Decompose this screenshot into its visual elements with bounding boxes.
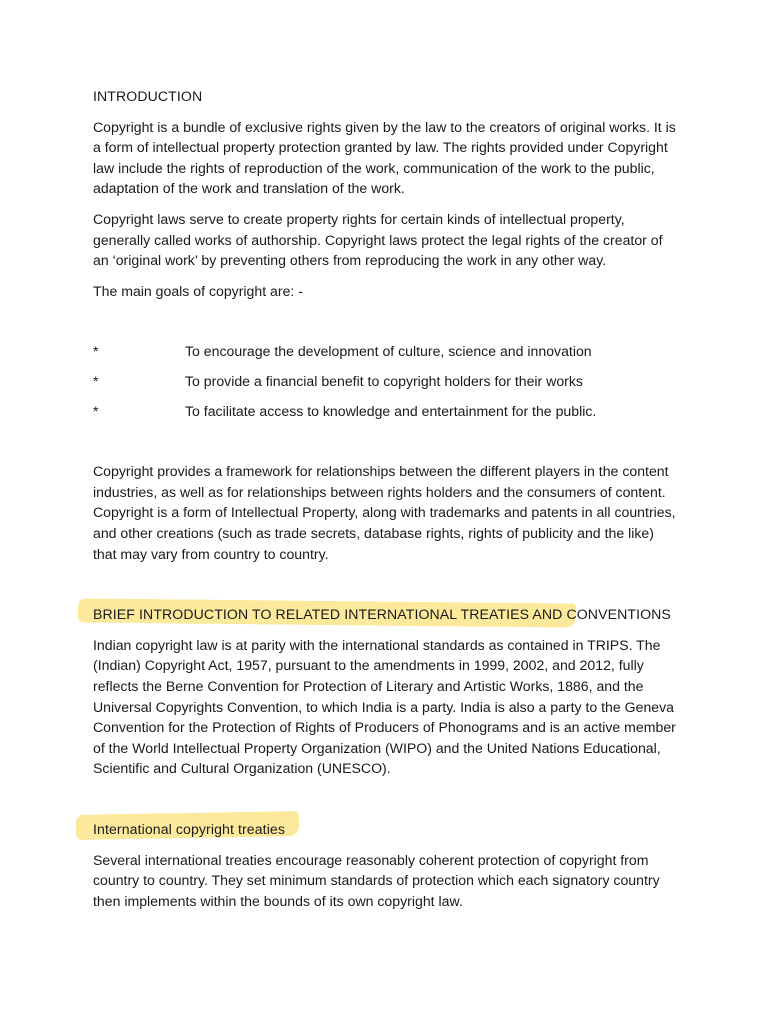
treaties-heading: BRIEF INTRODUCTION TO RELATED INTERNATIONAL TREATIES AND CONVENTIONS — [93, 606, 671, 623]
highlighted-heading — [93, 604, 671, 625]
intl-section — [93, 819, 681, 911]
goals-list — [93, 341, 681, 422]
goal-text: To encourage the development of culture, science and innovation — [185, 343, 592, 360]
intro-paragraph-2: Copyright laws serve to create property rights for certain kinds of intellectual property, generally called works of authorship. Copyright laws protect the legal rights of the creator of an ‘original work’ by preventing others from reproducing the work in any other way. — [93, 210, 663, 269]
intl-heading-row — [93, 819, 681, 840]
goal-text: To facilitate access to knowledge and entertainment for the public. — [185, 403, 597, 420]
bullet-marker: * — [93, 373, 99, 390]
list-item — [93, 371, 681, 392]
intro-heading: INTRODUCTION — [93, 88, 203, 104]
bullet-marker: * — [93, 343, 99, 360]
spacer — [93, 311, 681, 341]
list-item — [93, 401, 681, 422]
treaties-paragraph: Indian copyright law is at parity with the international standards as contained in TRIPS. The (Indian) Copyright Act, 1957, pursuant to the amendments in 1999, 2002, and 2012, fully reflects the Berne Convention for Protection of Literary and Artistic Works, 1886, and the Universal Copyrights Convention, to which India is a party. India is also a party to the Geneva Convention for the Protection of Rights of Producers of Phonograms and is an active member of the World Intellectual Property Organization (WIPO) and the United Nations Educational, Scientific and Cultural Organization (UNESCO). — [93, 636, 676, 777]
framework-paragraph: Copyright provides a framework for relationships between the different players in the content industries, as well as for relationships between rights holders and the consumers of content. Copyright is a form of Intellectual Property, along with trademarks and patents in all countries, and other creations (such as trade secrets, database rights, rights of publicity and the like) that may vary from country to country. — [93, 463, 676, 562]
goal-text: To provide a financial benefit to copyright holders for their works — [185, 373, 583, 390]
document-page — [93, 86, 681, 921]
intl-heading: International copyright treaties — [93, 821, 286, 838]
intro-paragraph-1: Copyright is a bundle of exclusive rights given by the law to the creators of original works. It is a form of intellectual property protection granted by law. The rights provided under Copyright law include the rights of reproduction of the work, communication of the work to the public, adaptation of the work and translation of the work. — [93, 118, 676, 197]
bullet-marker: * — [93, 403, 99, 420]
treaties-section — [93, 604, 681, 779]
intl-paragraph: Several international treaties encourage reasonably coherent protection of copyright from country to country. They set minimum standards of protection which each signatory country then implements within the bounds of its own copyright law. — [93, 851, 660, 909]
treaties-heading-row — [93, 604, 681, 625]
spacer — [93, 431, 681, 461]
list-item — [93, 341, 681, 362]
highlighted-heading — [93, 819, 285, 840]
goals-lead-in: The main goals of copyright are: - — [93, 282, 303, 299]
